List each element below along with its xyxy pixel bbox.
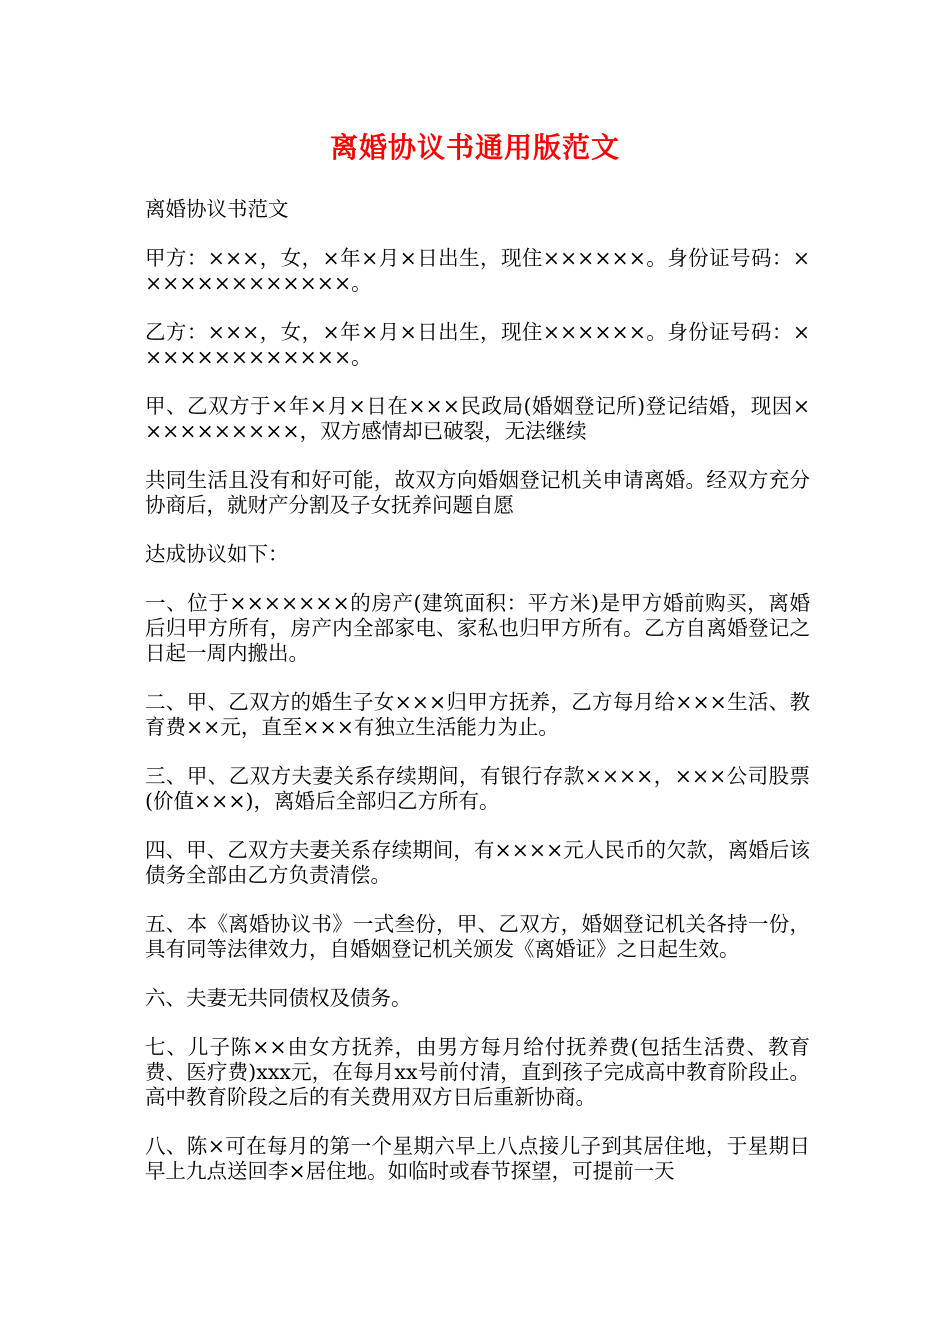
paragraph-clause-7: 七、儿子陈××由女方抚养，由男方每月给付抚养费(包括生活费、教育费、医疗费)xxx元，在每月xx号前付清，直到孩子完成高中教育阶段止。高中教育阶段之后的有关费用双方日后重新协商。	[145, 1035, 810, 1109]
paragraph-clause-3: 三、甲、乙双方夫妻关系存续期间，有银行存款××××，×××公司股票(价值×××)，离婚后全部归乙方所有。	[145, 764, 810, 813]
document-body	[145, 197, 810, 1184]
paragraph-clause-2: 二、甲、乙双方的婚生子女×××归甲方抚养，乙方每月给×××生活、教育费××元，直至×××有独立生活能力为止。	[145, 690, 810, 739]
paragraph-marriage-info: 甲、乙双方于×年×月×日在×××民政局(婚姻登记所)登记结婚，现因××××××××××，双方感情却已破裂，无法继续	[145, 394, 810, 443]
paragraph-clause-4: 四、甲、乙双方夫妻关系存续期间，有××××元人民币的欠款，离婚后该债务全部由乙方负责清偿。	[145, 838, 810, 887]
paragraph-clause-6: 六、夫妻无共同债权及债务。	[145, 986, 412, 1010]
paragraph-clause-8: 八、陈×可在每月的第一个星期六早上八点接儿子到其居住地，于星期日早上九点送回李×居住地。如临时或春节探望，可提前一天	[145, 1134, 810, 1183]
paragraph-heading: 离婚协议书范文	[145, 197, 289, 221]
paragraph-party-a: 甲方：×××，女，×年×月×日出生，现住××××××。身份证号码：×××××××××××××。	[145, 246, 810, 295]
paragraph-agreement-intro: 达成协议如下：	[145, 542, 289, 566]
paragraph-party-b: 乙方：×××，女，×年×月×日出生，现住××××××。身份证号码：×××××××××××××。	[145, 320, 810, 369]
paragraph-divorce-reason: 共同生活且没有和好可能，故双方向婚姻登记机关申请离婚。经双方充分协商后，就财产分割及子女抚养问题自愿	[145, 468, 810, 517]
paragraph-clause-5: 五、本《离婚协议书》一式叁份，甲、乙双方，婚姻登记机关各持一份，具有同等法律效力，自婚姻登记机关颁发《离婚证》之日起生效。	[145, 912, 810, 961]
paragraph-clause-1: 一、位于×××××××的房产(建筑面积：平方米)是甲方婚前购买，离婚后归甲方所有，房产内全部家电、家私也归甲方所有。乙方自离婚登记之日起一周内搬出。	[145, 591, 810, 665]
document-title: 离婚协议书通用版范文	[329, 131, 620, 164]
